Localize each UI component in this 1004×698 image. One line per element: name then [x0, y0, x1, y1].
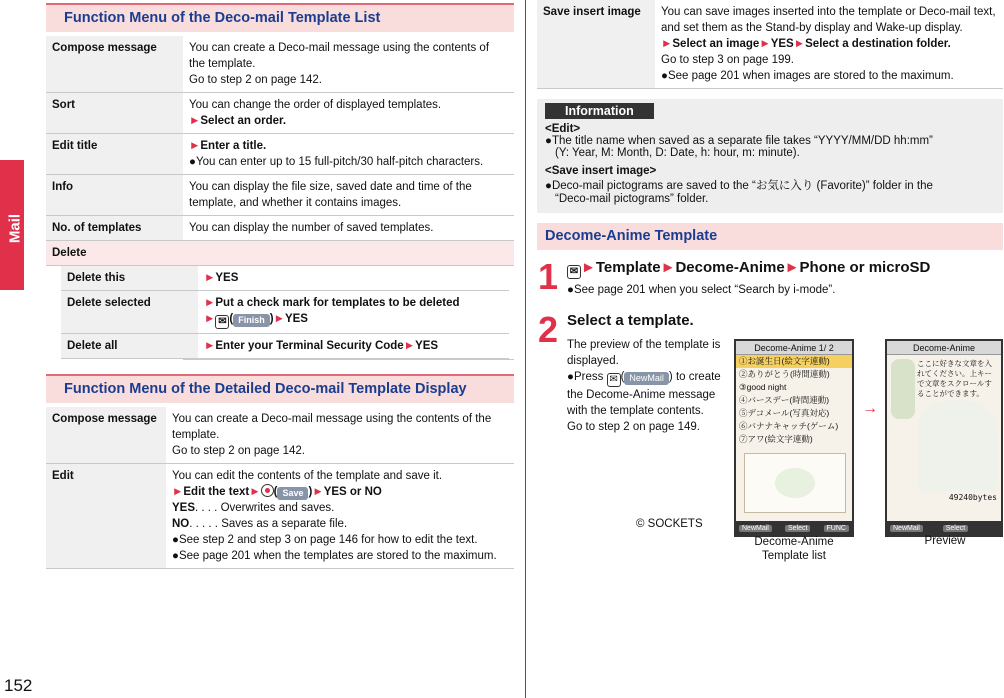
desc-note: ●See step 2 and step 3 on page 146 for how to edit the text.	[172, 534, 478, 546]
desc-action: ►Edit the text► ( Save )►YES or NO	[172, 486, 382, 498]
menu-desc: ►Enter your Terminal Security Code►YES	[198, 334, 509, 359]
action-text: Put a check mark for templates to be deleted	[215, 297, 460, 309]
action-text: Enter your Terminal Security Code	[215, 340, 404, 352]
screen-2-caption: Preview	[924, 535, 966, 547]
menu-desc	[183, 93, 514, 134]
desc-note: ●See page 201 when images are stored to the maximum.	[661, 70, 954, 82]
information-tag: Information	[545, 103, 654, 119]
list-item[interactable]: ⑦アワ(絵文字連動)	[739, 434, 813, 444]
detailed-display-menu-table	[46, 407, 514, 569]
table-row	[61, 266, 509, 291]
arrow-right-icon: →	[862, 400, 878, 417]
info-edit-note: ●The title name when saved as a separate file takes “YYYY/MM/DD hh:mm”	[545, 135, 933, 147]
table-row	[46, 464, 514, 569]
step-action: Phone or microSD	[799, 259, 931, 276]
yes-text: . . . . Overwrites and saves.	[195, 502, 335, 514]
section-header-decome-anime: Decome-Anime Template	[537, 223, 1003, 250]
desc-note: ●See page 201 when the templates are stored to the maximum.	[172, 550, 497, 562]
info-save-heading: <Save insert image>	[545, 165, 657, 177]
mail-key-icon: ✉	[567, 265, 581, 279]
screen-softkeys	[887, 521, 1001, 535]
table-row	[61, 291, 509, 334]
copyright: © SOCKETS	[636, 518, 703, 530]
template-thumbnail	[744, 453, 846, 513]
info-save-note: ●Deco-mail pictograms are saved to the “お気に入り (Favorite)” folder in the	[545, 180, 933, 192]
desc-note: ●You can enter up to 15 full-pitch/30 half-pitch characters.	[189, 156, 484, 168]
step-action: Decome-Anime	[675, 259, 785, 276]
section-header-template-list: Function Menu of the Deco-mail Template List	[46, 3, 514, 32]
softkey-center[interactable]: Select	[785, 525, 810, 532]
information-box	[537, 99, 1003, 213]
step-action: Template	[595, 259, 661, 276]
preview-message: ここに好きな文章を入れてください。上キーで文章をスクロールすることができます。	[917, 359, 992, 398]
save-insert-image-table	[537, 0, 1003, 89]
side-tab-label: Mail	[6, 213, 24, 244]
menu-label: Info	[46, 175, 183, 216]
table-row	[537, 0, 1003, 89]
list-item[interactable]: ②ありがとう(時間連動)	[739, 369, 830, 379]
preview-size: 49240bytes	[948, 493, 997, 502]
table-row	[46, 134, 514, 175]
table-row	[46, 216, 514, 241]
page-number: 152	[4, 676, 33, 695]
desc-note: ●Press ✉ ( NewMail ) to create the Decome-Anime message with the template contents. Go to step 2 on page 149.	[567, 371, 721, 433]
menu-desc	[166, 407, 514, 464]
list-item[interactable]: ④バースデー(時間連動)	[739, 395, 830, 405]
delete-subtable-cell	[67, 266, 514, 360]
info-edit-heading: <Edit>	[545, 123, 581, 135]
desc-action: ►Enter a title.	[189, 140, 267, 152]
menu-label: Compose message	[46, 407, 166, 464]
mail-key-icon: ✉	[607, 373, 621, 387]
screen-1-caption: Decome-Anime Template list	[754, 536, 834, 562]
list-item[interactable]: ①お誕生日(絵文字連動)	[736, 355, 852, 368]
action-text: Edit the text	[183, 486, 250, 498]
no-text: . . . . . Saves as a separate file.	[189, 518, 348, 530]
note-text: Deco-mail pictograms are saved to the “お気に入り (Favorite)” folder in the	[551, 180, 933, 192]
table-row	[46, 407, 514, 464]
note-text: See step 2 and step 3 on page 146 for how to edit the text.	[178, 534, 478, 546]
no-line	[172, 516, 508, 532]
phone-screen-preview	[885, 339, 1003, 537]
screen-title-text: Decome-Anime	[754, 343, 817, 353]
softkey-left[interactable]: NewMail	[739, 525, 772, 532]
action-text: YES	[770, 38, 794, 50]
note-text: See page 201 when you select “Search by i-mode”.	[573, 284, 836, 296]
left-column	[46, 3, 514, 569]
menu-desc: ►Put a check mark for templates to be deleted ► ✉ ( Finish )►YES	[198, 291, 509, 334]
table-row	[46, 266, 514, 360]
screen-page: 1/ 2	[818, 343, 834, 353]
table-row	[61, 334, 509, 359]
flower-decoration-icon	[891, 359, 915, 419]
menu-label: Delete selected	[61, 291, 198, 334]
menu-label: Delete this	[61, 266, 198, 291]
menu-desc: You can display the number of saved templates.	[183, 216, 514, 241]
list-item[interactable]: ③good night	[739, 382, 787, 392]
menu-desc	[183, 36, 514, 93]
action-text: YES	[415, 340, 439, 352]
no-label: NO	[172, 518, 190, 530]
desc-text: You can change the order of displayed templates.	[189, 99, 442, 111]
mail-key-icon: ✉	[215, 315, 229, 329]
screen-softkeys	[736, 521, 852, 535]
phone-screen-template-list	[734, 339, 854, 537]
note-text: See page 201 when images are stored to the maximum.	[667, 70, 954, 82]
list-item[interactable]: ⑥バナナキャッチ(ゲーム)	[739, 421, 839, 431]
step-number: 2	[538, 309, 559, 350]
desc-text: The preview of the template is displayed.	[567, 339, 721, 367]
menu-label: Sort	[46, 93, 183, 134]
screen-title: Decome-Anime	[887, 341, 1001, 355]
menu-label: Save insert image	[537, 0, 655, 89]
note-text: The title name when saved as a separate file takes “YYYY/MM/DD hh:mm”	[551, 135, 933, 147]
note-text: ) to create the Decome-Anime message with the template contents. Go to step 2 on page 149.	[567, 371, 721, 433]
menu-desc: You can display the file size, saved date and time of the template, and whether it contains images.	[183, 175, 514, 216]
note-text: Press	[573, 371, 604, 383]
softkey-left[interactable]: NewMail	[890, 525, 923, 532]
table-row	[46, 93, 514, 134]
finish-softkey: Finish	[233, 314, 270, 327]
softkey-right[interactable]: FUNC	[824, 525, 849, 532]
step-2-desc	[567, 337, 722, 435]
desc-text: You can save images inserted into the template or Deco-mail text, and set them as the Stand-by display and Wake-up display.	[661, 6, 996, 34]
softkey-center[interactable]: Select	[943, 525, 968, 532]
info-edit-note-cont: (Y: Year, M: Month, D: Date, h: hour, m: minute).	[555, 147, 800, 159]
desc-ref: Go to step 2 on page 142.	[189, 74, 322, 86]
note-text: See page 201 when the templates are stored to the maximum.	[178, 550, 497, 562]
list-item[interactable]: ⑤デコメール(写真対応)	[739, 408, 830, 418]
action-text: YES	[215, 272, 239, 284]
desc-ref: Go to step 3 on page 199.	[661, 54, 794, 66]
center-key-icon	[261, 484, 274, 497]
template-list-menu-table	[46, 36, 514, 360]
table-row	[46, 241, 514, 266]
table-row	[46, 36, 514, 93]
section-header-detailed-display: Function Menu of the Detailed Deco-mail Template Display	[46, 374, 514, 403]
menu-label: Delete all	[61, 334, 198, 359]
step-2-title: Select a template.	[567, 312, 694, 329]
action-text: Select an image	[672, 38, 760, 50]
action-text: YES or NO	[323, 486, 382, 498]
menu-desc: ►YES	[198, 266, 509, 291]
newmail-softkey: NewMail	[624, 372, 669, 385]
action-text: Enter a title.	[200, 140, 267, 152]
step-1-title: ✉ ►Template►Decome-Anime►Phone or microSD	[567, 259, 930, 279]
desc-text: You can create a Deco-mail message using the contents of the template.	[172, 413, 492, 441]
menu-label: Delete	[46, 241, 514, 266]
note-text: You can enter up to 15 full-pitch/30 half-pitch characters.	[195, 156, 484, 168]
menu-desc	[655, 0, 1003, 89]
step-1-note: ●See page 201 when you select “Search by i-mode”.	[567, 284, 836, 296]
menu-label: Compose message	[46, 36, 183, 93]
yes-line	[172, 500, 508, 516]
right-column	[537, 0, 1003, 250]
delete-subtable	[61, 266, 509, 359]
action-text: Select an order.	[200, 115, 287, 127]
menu-label: No. of templates	[46, 216, 183, 241]
column-divider	[525, 0, 526, 698]
screen-title	[736, 341, 852, 355]
desc-text: You can create a Deco-mail message using the contents of the template.	[189, 42, 490, 70]
menu-desc	[183, 134, 514, 175]
side-tab	[0, 160, 24, 290]
screen-template-list	[736, 355, 852, 446]
desc-ref: Go to step 2 on page 142.	[172, 445, 305, 457]
action-text: YES	[284, 313, 308, 325]
desc-action: ►Select an order.	[189, 115, 287, 127]
info-save-note-cont: “Deco-mail pictograms” folder.	[555, 193, 709, 205]
thumbnail-decoration-icon	[775, 468, 815, 498]
desc-action: ►Select an image►YES►Select a destination folder.	[661, 38, 951, 50]
menu-label: Edit title	[46, 134, 183, 175]
menu-label: Edit	[46, 464, 166, 569]
yes-label: YES	[172, 502, 196, 514]
save-softkey: Save	[277, 487, 308, 500]
step-number: 1	[538, 256, 559, 297]
desc-text: You can edit the contents of the template and save it.	[172, 470, 443, 482]
action-text: Select a destination folder.	[805, 38, 951, 50]
table-row	[46, 175, 514, 216]
menu-desc	[166, 464, 514, 569]
character-illustration-icon	[917, 401, 997, 491]
